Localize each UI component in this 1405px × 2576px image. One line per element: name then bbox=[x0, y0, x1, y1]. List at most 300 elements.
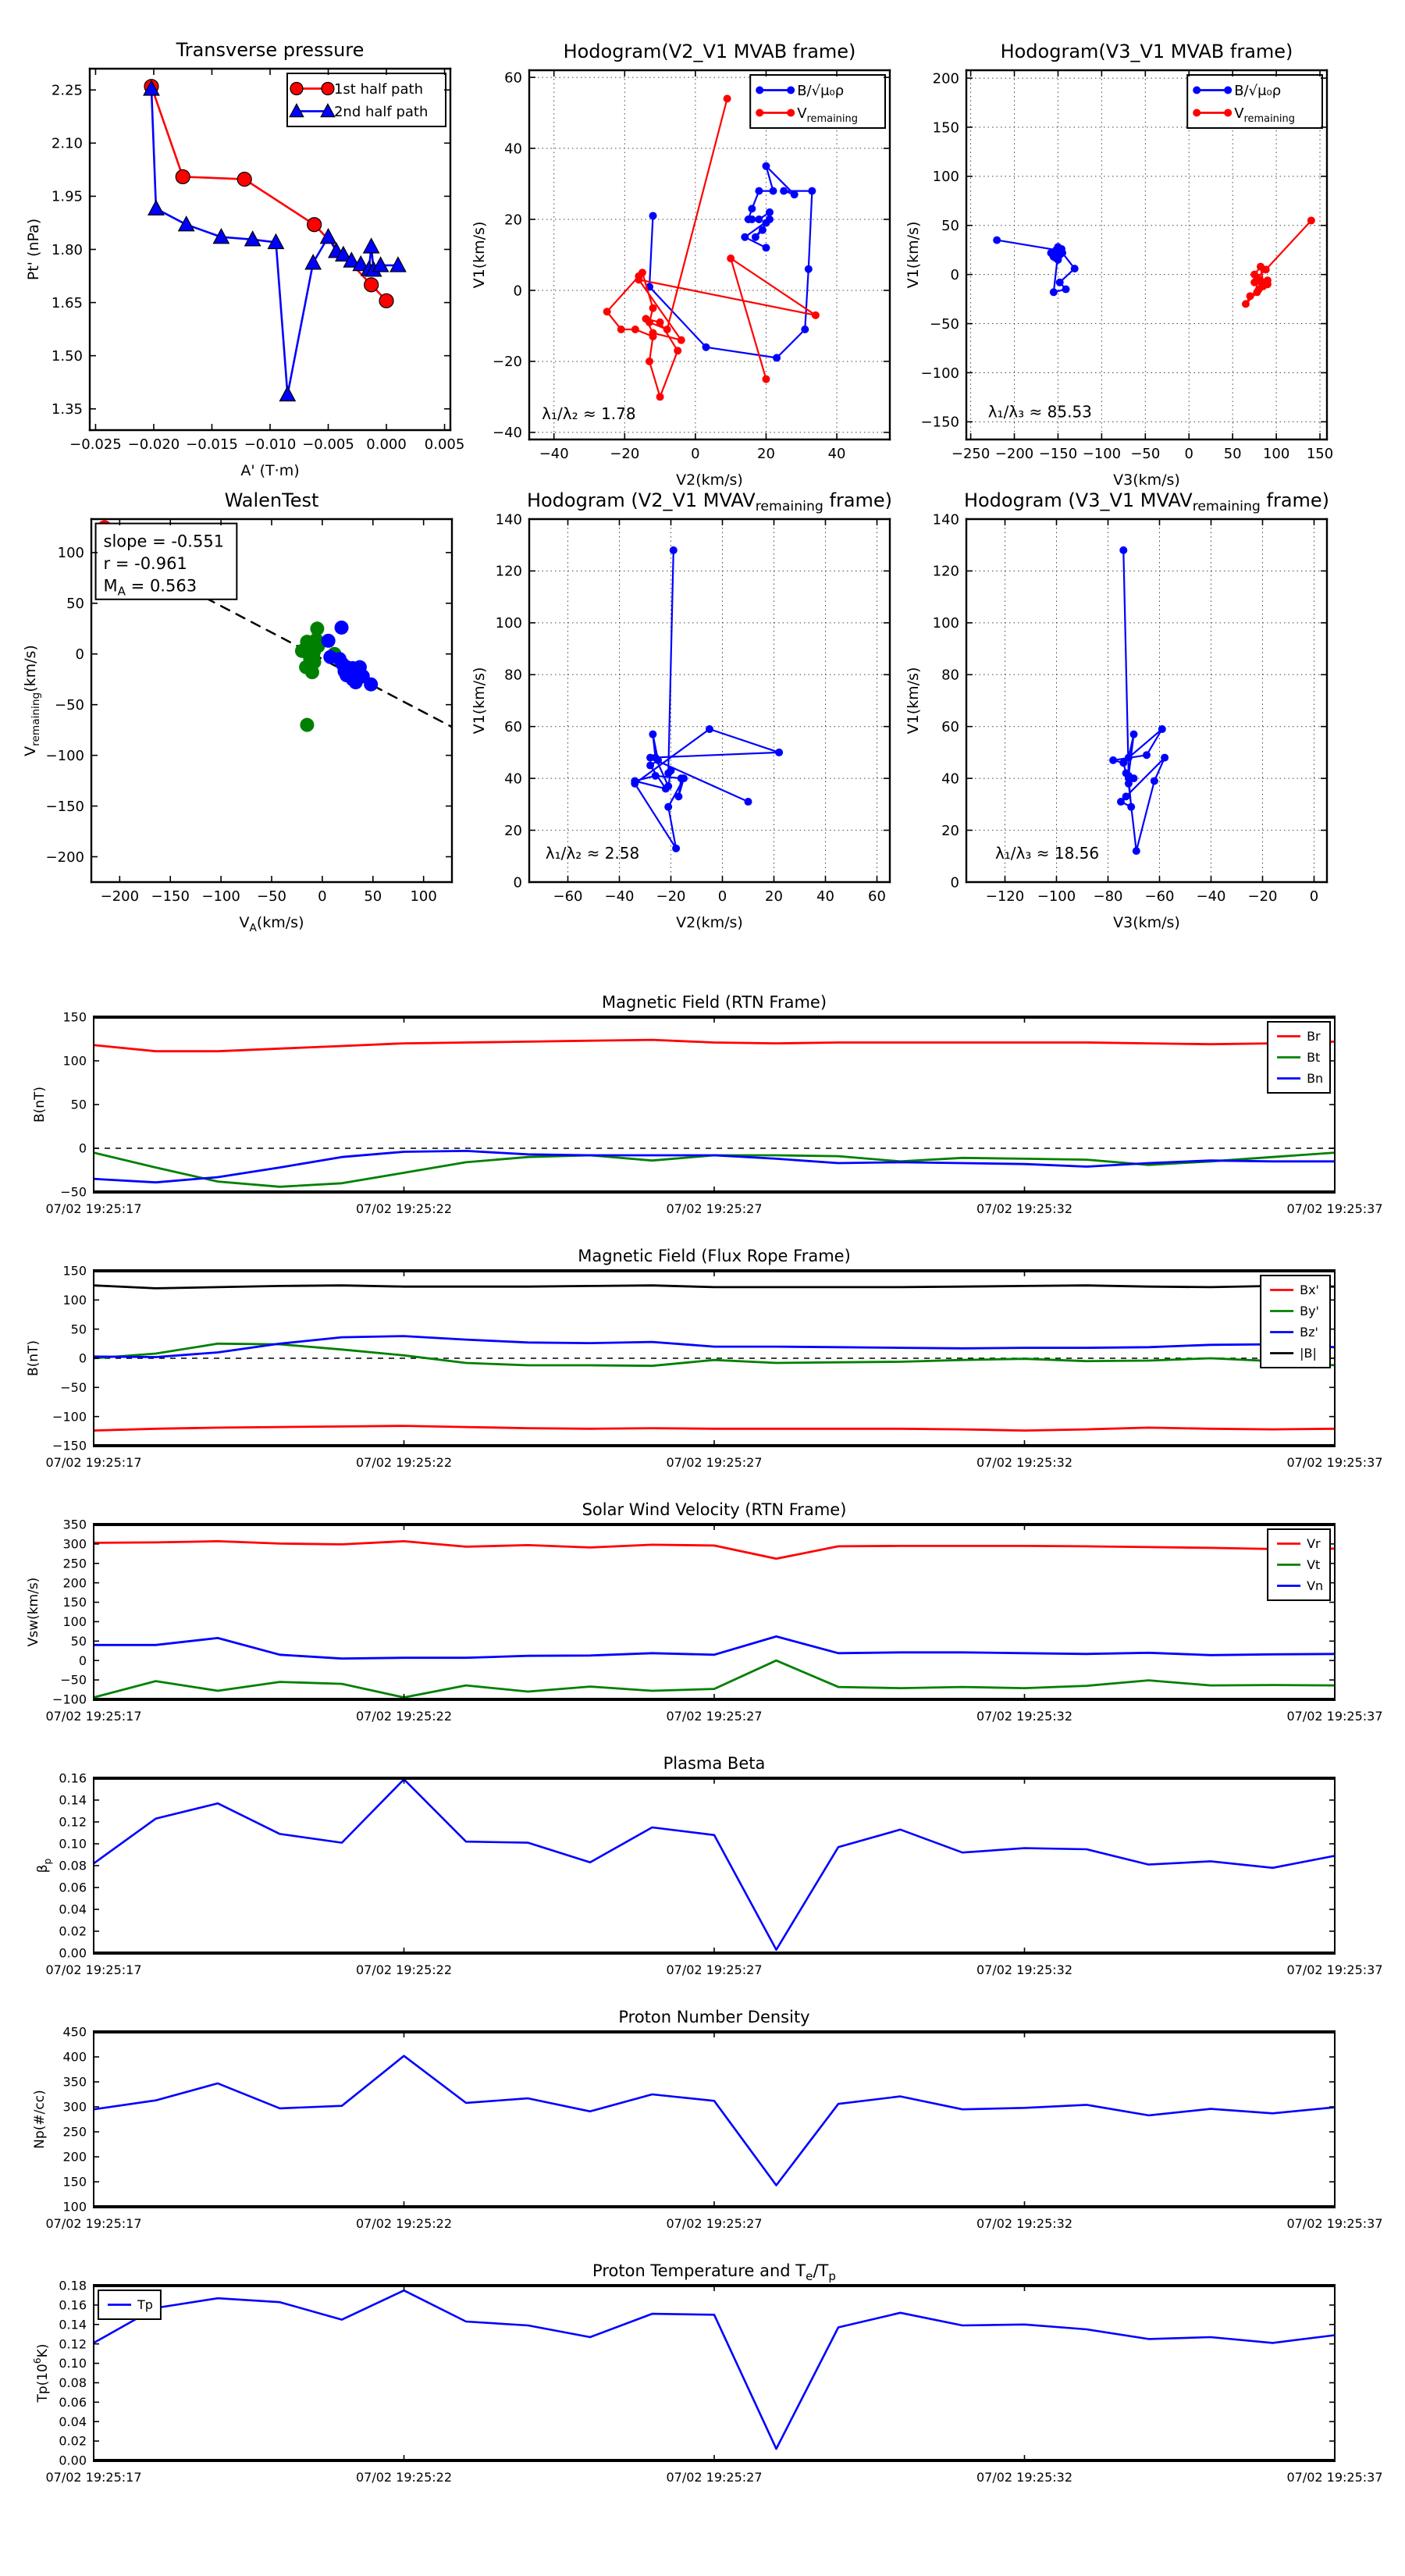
dot-marker bbox=[656, 393, 664, 400]
ts-plasma-beta-svg bbox=[16, 1733, 1397, 1987]
y-tick-label: 50 bbox=[70, 1322, 87, 1337]
y-tick-label: 40 bbox=[504, 770, 522, 788]
markers-V-path bbox=[631, 546, 783, 852]
y-tick-label: −100 bbox=[45, 747, 84, 764]
y-tick-label: 100 bbox=[932, 169, 959, 186]
legend-label: Bx' bbox=[1300, 1283, 1319, 1298]
chart-title: Proton Temperature and $T_e/T_p$ bbox=[592, 2261, 836, 2283]
y-axis-label: $\beta_p$ bbox=[35, 1858, 53, 1873]
dot-marker bbox=[635, 276, 642, 283]
x-tick-label: 40 bbox=[816, 888, 834, 905]
legend-label: Bt bbox=[1307, 1050, 1321, 1066]
y-tick-label: 0.08 bbox=[59, 1858, 87, 1873]
x-tick-label: 100 bbox=[410, 888, 437, 905]
y-tick-label: −50 bbox=[60, 1672, 87, 1688]
y-tick-label: 0.00 bbox=[59, 1945, 87, 1961]
y-tick-label: −100 bbox=[52, 1692, 87, 1707]
proton-density-panel bbox=[16, 1987, 1397, 2240]
dot-marker bbox=[1307, 216, 1315, 224]
y-tick-label: 140 bbox=[932, 511, 959, 528]
dot-marker bbox=[745, 798, 752, 806]
dot-marker bbox=[1119, 546, 1127, 554]
x-tick-label: 07/02 19:25:22 bbox=[355, 1201, 453, 1216]
x-tick-label: −0.015 bbox=[186, 436, 238, 453]
y-tick-label: 150 bbox=[62, 1595, 87, 1610]
dot-marker bbox=[1051, 254, 1059, 262]
y-tick-label: 1.65 bbox=[51, 294, 83, 311]
x-tick-label: −0.025 bbox=[69, 436, 122, 453]
y-tick-label: 150 bbox=[62, 2174, 87, 2190]
dot-marker bbox=[724, 94, 731, 102]
proton-temperature-panel bbox=[16, 2240, 1397, 2494]
dot-marker bbox=[1055, 246, 1063, 254]
x-tick-label: 07/02 19:25:27 bbox=[666, 1962, 763, 1977]
hodogram-v3v1-mvav-svg bbox=[905, 489, 1402, 985]
x-tick-label: 07/02 19:25:37 bbox=[1286, 1962, 1383, 1977]
dot-marker bbox=[664, 803, 672, 811]
dot-marker bbox=[1109, 756, 1117, 764]
x-tick-label: −40 bbox=[1196, 888, 1226, 905]
dot-marker bbox=[741, 233, 749, 241]
y-axis-label: Np(#/cc) bbox=[32, 2090, 48, 2149]
dot-marker bbox=[674, 347, 681, 354]
dot-marker bbox=[775, 749, 783, 756]
dot-marker bbox=[663, 326, 671, 333]
x-tick-label: 07/02 19:25:22 bbox=[355, 1962, 453, 1977]
y-axis-label: V1(km/s) bbox=[905, 667, 922, 735]
dot-marker bbox=[631, 780, 638, 788]
dot-marker bbox=[805, 265, 813, 273]
stats-box-line: $M_A = 0.563$ bbox=[103, 576, 197, 599]
circle-marker bbox=[290, 83, 303, 95]
transverse-pressure-svg bbox=[16, 8, 492, 493]
dot-marker bbox=[1264, 280, 1272, 288]
chart-title: Solar Wind Velocity (RTN Frame) bbox=[582, 1500, 847, 1519]
series-Vt bbox=[94, 1660, 1335, 1697]
y-tick-label: 0 bbox=[950, 874, 959, 891]
y-tick-label: −50 bbox=[930, 315, 959, 333]
y-tick-label: 1.35 bbox=[51, 401, 83, 418]
x-tick-label: 07/02 19:25:32 bbox=[976, 1455, 1073, 1470]
x-tick-label: 07/02 19:25:37 bbox=[1286, 1201, 1383, 1216]
series-group bbox=[94, 2056, 1335, 2186]
markers-B-path bbox=[993, 237, 1079, 297]
x-axis-label: V3(km/s) bbox=[1113, 914, 1180, 931]
circle-marker bbox=[237, 173, 251, 187]
dot-marker bbox=[649, 212, 657, 219]
dot-marker bbox=[305, 665, 319, 679]
dot-marker bbox=[1071, 265, 1079, 272]
y-tick-label: 150 bbox=[62, 1009, 87, 1025]
x-axis-label: A' (T·m) bbox=[240, 462, 300, 479]
y-tick-label: 40 bbox=[941, 770, 959, 788]
x-axis-label: V2(km/s) bbox=[676, 471, 743, 489]
series-group bbox=[94, 1779, 1335, 1949]
y-tick-label: 0.04 bbox=[59, 2414, 87, 2429]
x-tick-label: 40 bbox=[827, 446, 846, 462]
y-tick-label: 450 bbox=[62, 2024, 87, 2040]
dot-marker bbox=[766, 215, 774, 223]
y-tick-label: 200 bbox=[62, 1575, 87, 1591]
legend-label: $V_{remaining}$ bbox=[797, 105, 858, 125]
dot-marker bbox=[652, 772, 660, 780]
dot-marker bbox=[335, 621, 349, 635]
dot-marker bbox=[780, 187, 788, 195]
triangle-marker bbox=[179, 216, 194, 230]
legend-label: Vt bbox=[1307, 1557, 1321, 1573]
y-tick-label: 0 bbox=[513, 874, 522, 891]
dot-marker bbox=[680, 774, 688, 782]
y-tick-label: 50 bbox=[70, 1633, 87, 1649]
series-group bbox=[144, 80, 406, 401]
chart-title: WalenTest bbox=[224, 489, 319, 511]
markers-blue-points bbox=[322, 621, 379, 692]
x-tick-label: −20 bbox=[610, 446, 640, 462]
chart-title: Plasma Beta bbox=[663, 1754, 766, 1773]
y-tick-label: 20 bbox=[504, 822, 522, 839]
triangle-marker bbox=[279, 386, 295, 400]
circle-marker bbox=[176, 169, 190, 183]
y-tick-label: 100 bbox=[932, 615, 959, 632]
dot-marker bbox=[649, 731, 656, 738]
y-tick-label: 60 bbox=[941, 719, 959, 736]
dot-marker bbox=[762, 244, 770, 251]
dot-marker bbox=[300, 718, 314, 732]
y-tick-label: 300 bbox=[62, 1536, 87, 1552]
y-tick-label: 100 bbox=[62, 1292, 87, 1308]
legend-label: B/√μ₀ρ bbox=[797, 82, 845, 99]
x-axis-label: V2(km/s) bbox=[676, 914, 743, 931]
y-tick-label: 0.08 bbox=[59, 2375, 87, 2391]
series-Bx-prime bbox=[94, 1426, 1335, 1431]
series-group bbox=[631, 546, 783, 852]
dot-marker bbox=[1257, 263, 1264, 271]
chart-title: Hodogram (V3_V1 $MVAV_{remaining}$ frame) bbox=[963, 489, 1330, 514]
y-tick-label: 0 bbox=[75, 646, 84, 664]
triangle-marker bbox=[305, 254, 321, 269]
series-Bn bbox=[94, 1151, 1335, 1182]
lambda-annotation: λ₁/λ₂ ≈ 2.58 bbox=[545, 843, 640, 863]
dot-marker bbox=[678, 336, 685, 344]
y-tick-label: 350 bbox=[62, 1517, 87, 1532]
dot-marker bbox=[702, 343, 710, 351]
x-tick-label: −40 bbox=[539, 446, 569, 462]
y-tick-label: 0.06 bbox=[59, 1880, 87, 1895]
y-tick-label: −150 bbox=[45, 798, 84, 815]
dot-marker bbox=[322, 634, 336, 648]
series-Br bbox=[94, 1040, 1335, 1051]
y-tick-label: −200 bbox=[45, 849, 84, 866]
y-tick-label: 80 bbox=[504, 667, 522, 684]
y-tick-label: 80 bbox=[941, 667, 959, 684]
x-tick-label: 07/02 19:25:32 bbox=[976, 2216, 1073, 2231]
y-tick-label: 100 bbox=[62, 2199, 87, 2215]
chart-title: Hodogram (V2_V1 $MVAV_{remaining}$ frame) bbox=[526, 489, 893, 514]
dot-marker bbox=[993, 237, 1001, 244]
y-tick-label: 50 bbox=[70, 1097, 87, 1112]
x-tick-label: 50 bbox=[364, 888, 382, 905]
dot-marker bbox=[1247, 292, 1254, 300]
dot-marker bbox=[752, 233, 759, 241]
y-tick-label: 0.02 bbox=[59, 1923, 87, 1939]
y-tick-label: 0 bbox=[78, 1350, 87, 1366]
markers-second-half-path bbox=[144, 81, 406, 401]
y-tick-label: 400 bbox=[62, 2049, 87, 2065]
dot-marker bbox=[1125, 774, 1133, 782]
x-tick-label: 07/02 19:25:17 bbox=[45, 1709, 142, 1724]
dot-marker bbox=[748, 215, 756, 223]
dot-marker bbox=[662, 785, 670, 792]
x-axis-label: V3(km/s) bbox=[1113, 471, 1180, 489]
series-V-path bbox=[1113, 550, 1165, 851]
x-tick-label: 20 bbox=[757, 446, 775, 462]
y-axis-label: V1(km/s) bbox=[471, 667, 488, 735]
series-Bt bbox=[94, 1153, 1335, 1187]
y-tick-label: −20 bbox=[493, 354, 522, 371]
y-tick-label: 0.12 bbox=[59, 2336, 87, 2352]
series-Bz-prime bbox=[94, 1336, 1335, 1357]
dot-marker bbox=[667, 767, 675, 774]
y-tick-label: 0.16 bbox=[59, 2297, 87, 2313]
x-axis-label: $V_A(km/s)$ bbox=[239, 914, 304, 934]
x-tick-label: 60 bbox=[868, 888, 886, 905]
x-tick-label: 0 bbox=[1184, 446, 1193, 462]
circle-marker bbox=[379, 294, 393, 308]
legend-label: 2nd half path bbox=[333, 103, 429, 120]
dot-marker bbox=[306, 643, 320, 657]
dot-marker bbox=[1127, 803, 1135, 811]
dot-marker bbox=[352, 667, 366, 681]
x-tick-label: 07/02 19:25:27 bbox=[666, 1709, 763, 1724]
x-tick-label: 07/02 19:25:17 bbox=[45, 2470, 142, 2485]
stats-box-line: slope = -0.551 bbox=[103, 532, 225, 551]
series-group bbox=[94, 2290, 1335, 2449]
y-tick-label: 150 bbox=[62, 1263, 87, 1279]
y-tick-label: 300 bbox=[62, 2099, 87, 2115]
legend-label: Tp bbox=[137, 2297, 153, 2313]
ts-b-fluxrope-svg bbox=[16, 1226, 1397, 1479]
y-tick-label: 60 bbox=[504, 719, 522, 736]
x-tick-label: −50 bbox=[1130, 446, 1161, 462]
chart-title: Hodogram(V2_V1 MVAB frame) bbox=[563, 41, 856, 62]
series-group bbox=[993, 216, 1315, 308]
x-tick-label: 07/02 19:25:22 bbox=[355, 1455, 453, 1470]
y-tick-label: 0.12 bbox=[59, 1814, 87, 1830]
x-tick-label: 07/02 19:25:17 bbox=[45, 1962, 142, 1977]
x-tick-label: 07/02 19:25:37 bbox=[1286, 1709, 1383, 1724]
legend-label: Bn bbox=[1307, 1071, 1324, 1087]
y-tick-label: −50 bbox=[60, 1379, 87, 1395]
lambda-annotation: λ₁/λ₂ ≈ 1.78 bbox=[542, 404, 636, 423]
legend-label: Vn bbox=[1307, 1578, 1324, 1594]
y-tick-label: 1.50 bbox=[51, 347, 83, 365]
dot-marker bbox=[801, 326, 809, 333]
dot-marker bbox=[670, 546, 678, 554]
y-tick-label: 1.80 bbox=[51, 241, 83, 258]
dot-marker bbox=[762, 375, 770, 383]
legend-label: B/√μ₀ρ bbox=[1234, 82, 1282, 99]
x-tick-label: −0.020 bbox=[127, 436, 180, 453]
y-tick-label: 60 bbox=[504, 69, 522, 87]
x-tick-label: 07/02 19:25:27 bbox=[666, 2470, 763, 2485]
markers-V-path bbox=[1242, 216, 1315, 308]
y-tick-label: 50 bbox=[66, 596, 84, 613]
dot-marker bbox=[1242, 300, 1250, 308]
y-tick-label: 0.04 bbox=[59, 1902, 87, 1917]
markers-V-path bbox=[603, 94, 820, 400]
x-tick-label: 07/02 19:25:27 bbox=[666, 2216, 763, 2231]
x-tick-label: −150 bbox=[1038, 446, 1078, 462]
chart-title: Magnetic Field (RTN Frame) bbox=[601, 993, 827, 1012]
dot-marker bbox=[808, 187, 816, 195]
series-Tp bbox=[94, 2290, 1335, 2449]
y-tick-label: 250 bbox=[62, 1556, 87, 1571]
y-tick-label: 140 bbox=[495, 511, 522, 528]
dot-marker bbox=[766, 208, 774, 216]
x-tick-label: −50 bbox=[257, 888, 286, 905]
dot-marker bbox=[755, 187, 763, 195]
x-tick-label: 0 bbox=[318, 888, 327, 905]
x-tick-label: −100 bbox=[1037, 888, 1076, 905]
x-tick-label: −200 bbox=[994, 446, 1034, 462]
y-tick-label: 0.06 bbox=[59, 2394, 87, 2410]
chart-title: Proton Number Density bbox=[618, 2008, 810, 2026]
dot-marker bbox=[310, 621, 324, 635]
y-tick-label: 120 bbox=[932, 563, 959, 580]
y-tick-label: 150 bbox=[932, 119, 959, 137]
dot-marker bbox=[1117, 798, 1125, 806]
dot-marker bbox=[646, 762, 654, 770]
x-tick-label: −20 bbox=[1247, 888, 1278, 905]
series-Vn bbox=[94, 1636, 1335, 1658]
y-tick-label: 100 bbox=[62, 1053, 87, 1069]
x-tick-label: −150 bbox=[151, 888, 190, 905]
x-tick-label: 07/02 19:25:22 bbox=[355, 2470, 453, 2485]
y-tick-label: 0.18 bbox=[59, 2278, 87, 2293]
dot-marker bbox=[755, 215, 763, 223]
x-tick-label: 07/02 19:25:22 bbox=[355, 1709, 453, 1724]
dot-marker bbox=[674, 792, 682, 800]
dot-marker bbox=[1224, 109, 1232, 117]
x-tick-label: −0.010 bbox=[244, 436, 297, 453]
y-tick-label: 0.10 bbox=[59, 2356, 87, 2371]
dot-marker bbox=[617, 326, 625, 333]
chart-title: Transverse pressure bbox=[176, 39, 365, 61]
dot-marker bbox=[649, 329, 657, 337]
x-tick-label: −40 bbox=[604, 888, 635, 905]
dot-marker bbox=[787, 109, 795, 117]
legend-label: |B| bbox=[1300, 1346, 1317, 1361]
x-tick-label: 07/02 19:25:32 bbox=[976, 1201, 1073, 1216]
x-tick-label: 07/02 19:25:37 bbox=[1286, 2216, 1383, 2231]
y-axis-label: B(nT) bbox=[32, 1086, 48, 1123]
dot-marker bbox=[1056, 279, 1064, 286]
magnetic-field-fluxrope-panel bbox=[16, 1226, 1397, 1479]
legend-label: Vr bbox=[1307, 1536, 1321, 1552]
triangle-marker bbox=[321, 229, 336, 243]
y-tick-label: 100 bbox=[57, 545, 84, 562]
x-tick-label: 07/02 19:25:37 bbox=[1286, 1455, 1383, 1470]
legend-label: By' bbox=[1300, 1304, 1319, 1319]
triangle-marker bbox=[364, 239, 379, 253]
hodogram-v3v1-mvab-svg bbox=[905, 8, 1402, 493]
dot-marker bbox=[773, 354, 781, 361]
x-tick-label: 0 bbox=[1309, 888, 1319, 905]
dot-marker bbox=[1130, 731, 1138, 738]
y-tick-label: 0 bbox=[78, 1653, 87, 1668]
x-tick-label: 07/02 19:25:27 bbox=[666, 1201, 763, 1216]
dot-marker bbox=[603, 308, 611, 315]
x-tick-label: −20 bbox=[656, 888, 686, 905]
dot-marker bbox=[364, 678, 378, 692]
y-tick-label: 0.02 bbox=[59, 2433, 87, 2449]
x-tick-label: 07/02 19:25:17 bbox=[45, 1455, 142, 1470]
y-tick-label: 200 bbox=[932, 70, 959, 87]
chart-title: Hodogram(V3_V1 MVAB frame) bbox=[1000, 41, 1293, 62]
dot-marker bbox=[787, 87, 795, 94]
y-tick-label: −150 bbox=[920, 414, 959, 431]
ts-b-rtn-svg bbox=[16, 972, 1397, 1226]
dot-marker bbox=[756, 87, 763, 94]
hodogram-v3v1-mvab-plot bbox=[905, 8, 1402, 493]
walen-test-plot bbox=[16, 489, 492, 985]
x-tick-label: 150 bbox=[1306, 446, 1334, 462]
dot-marker bbox=[672, 845, 680, 852]
x-tick-label: 100 bbox=[1262, 446, 1290, 462]
hodogram-v2v1-mvav-svg bbox=[471, 489, 934, 985]
circle-marker bbox=[308, 218, 322, 232]
dot-marker bbox=[1250, 271, 1258, 279]
y-tick-label: 0.00 bbox=[59, 2453, 87, 2468]
ts-vsw-rtn-svg bbox=[16, 1479, 1397, 1733]
legend-label: Bz' bbox=[1300, 1325, 1318, 1340]
x-tick-label: 0 bbox=[717, 888, 727, 905]
dot-marker bbox=[656, 318, 664, 326]
series-group bbox=[94, 1040, 1335, 1187]
y-axis-label: Pt' (nPa) bbox=[25, 218, 42, 281]
y-tick-label: 20 bbox=[504, 212, 522, 229]
x-tick-label: −80 bbox=[1093, 888, 1123, 905]
stats-box-line: r = -0.961 bbox=[103, 554, 187, 574]
dot-marker bbox=[706, 725, 713, 733]
chart-title: Magnetic Field (Flux Rope Frame) bbox=[578, 1247, 851, 1265]
x-tick-label: 07/02 19:25:32 bbox=[976, 1709, 1073, 1724]
x-tick-label: −60 bbox=[1144, 888, 1175, 905]
dot-marker bbox=[1119, 759, 1127, 767]
dot-marker bbox=[1254, 288, 1261, 296]
dot-marker bbox=[1151, 777, 1158, 785]
y-tick-label: −40 bbox=[493, 425, 522, 442]
transverse-pressure-plot bbox=[16, 8, 492, 493]
y-tick-label: 0 bbox=[78, 1140, 87, 1156]
x-tick-label: 07/02 19:25:32 bbox=[976, 2470, 1073, 2485]
x-tick-label: −60 bbox=[553, 888, 583, 905]
dot-marker bbox=[1062, 286, 1070, 294]
lambda-annotation: λ₁/λ₃ ≈ 85.53 bbox=[987, 402, 1092, 422]
series-group bbox=[603, 94, 820, 400]
dot-marker bbox=[1050, 288, 1058, 296]
dot-marker bbox=[1133, 847, 1140, 855]
dot-marker bbox=[1193, 109, 1200, 117]
circle-marker bbox=[322, 83, 334, 95]
y-axis-label: V1(km/s) bbox=[905, 221, 922, 289]
y-tick-label: 350 bbox=[62, 2074, 87, 2090]
dot-marker bbox=[1143, 751, 1151, 759]
x-tick-label: 0 bbox=[691, 446, 700, 462]
dot-marker bbox=[756, 109, 763, 117]
x-tick-label: 0.005 bbox=[424, 436, 465, 453]
y-tick-label: 120 bbox=[495, 563, 522, 580]
